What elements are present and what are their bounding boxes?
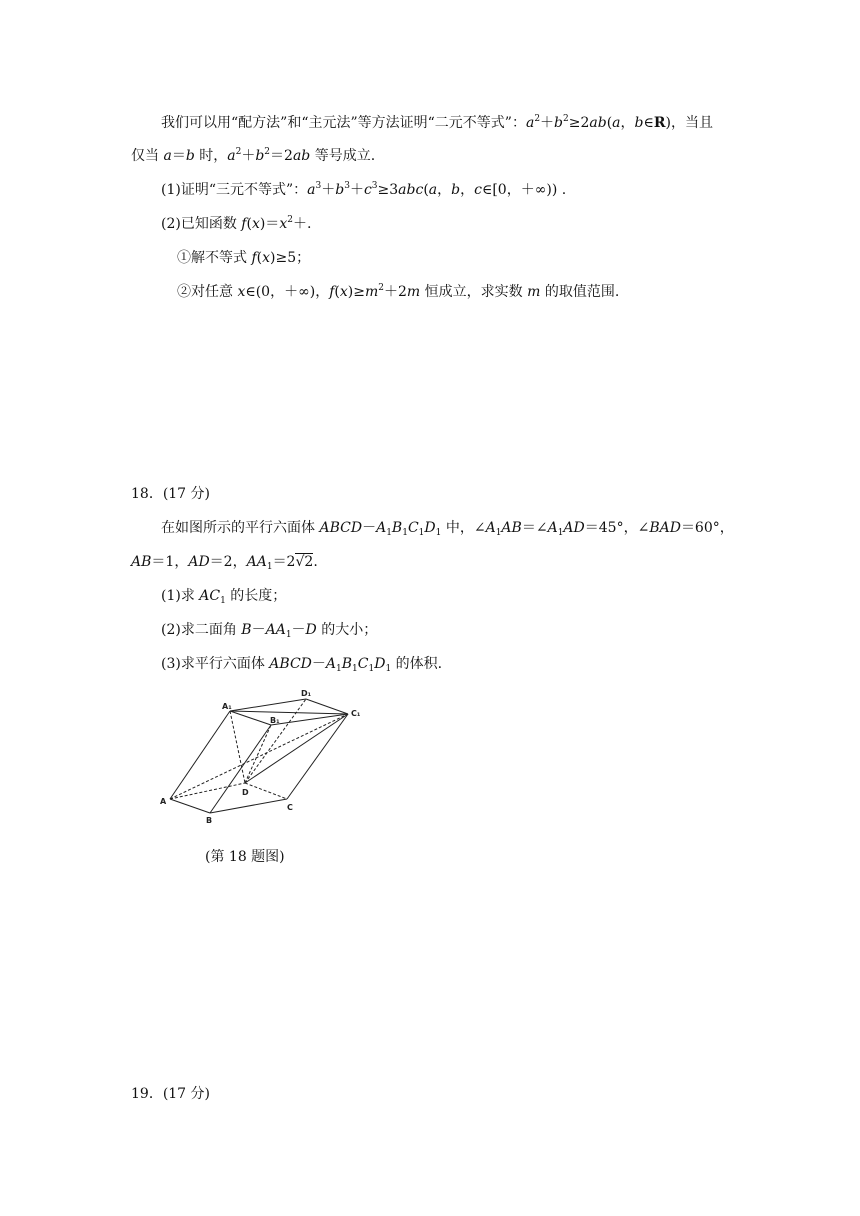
label-b: B xyxy=(206,816,213,825)
p18-q1: (1)求 $AC_1$ 的长度； xyxy=(161,588,287,606)
p18-q3: (3)求平行六面体 $ABCD-A_1B_1C_1D_1$ 的体积. xyxy=(161,656,443,674)
label-d1: D₁ xyxy=(301,689,312,698)
p17-sub2: ②对任意 x∈(0，＋∞)，$f(x)\ge m^2+2m$ 恒成立，求实数 m 的取值范围. xyxy=(177,283,620,300)
label-c1: C₁ xyxy=(351,709,361,718)
p17-part2: (2)已知函数 $f(x)=x^2+$. xyxy=(161,215,312,232)
p17-part1: (1)证明“三元不等式”：$a^3+b^3+c^3\ge 3abc(a$，b，c∈[0，＋∞)) . xyxy=(161,181,567,198)
p18-stem-line1: 在如图所示的平行六面体 $ABCD-A_1B_1C_1D_1$ 中，$\angle A_1AB=\angle A_1AD=45^\circ$，∠BAD＝60°， xyxy=(161,520,734,538)
label-c: C xyxy=(287,803,293,812)
p18-q2: (2)求二面角 $B-AA_1-D$ 的大小； xyxy=(161,622,378,640)
parallelepiped-diagram xyxy=(156,688,376,828)
p18-stem-line2: AB＝1，AD＝2，$AA_1=2√2$. xyxy=(131,554,318,572)
p18-header: 18．(17 分) xyxy=(131,486,211,502)
p17-intro-line2: 仅当 a＝b 时，$a^2+b^2=2ab$ 等号成立. xyxy=(131,147,376,164)
parallelepiped-figure xyxy=(156,688,376,828)
p17-intro-line1: 我们可以用“配方法”和“主元法”等方法证明“二元不等式”：$a^2+b^2\ge 2ab(a$，b∈R)，当且 xyxy=(161,114,713,131)
label-d: D xyxy=(242,788,249,797)
p17-sub1: ①解不等式 f(x)≥5； xyxy=(177,250,311,266)
label-b1: B₁ xyxy=(270,716,280,725)
figure-caption: (第 18 题图) xyxy=(205,849,285,865)
label-a: A xyxy=(160,797,167,806)
p19-header: 19．(17 分) xyxy=(131,1086,211,1102)
label-a1: A₁ xyxy=(222,702,232,711)
